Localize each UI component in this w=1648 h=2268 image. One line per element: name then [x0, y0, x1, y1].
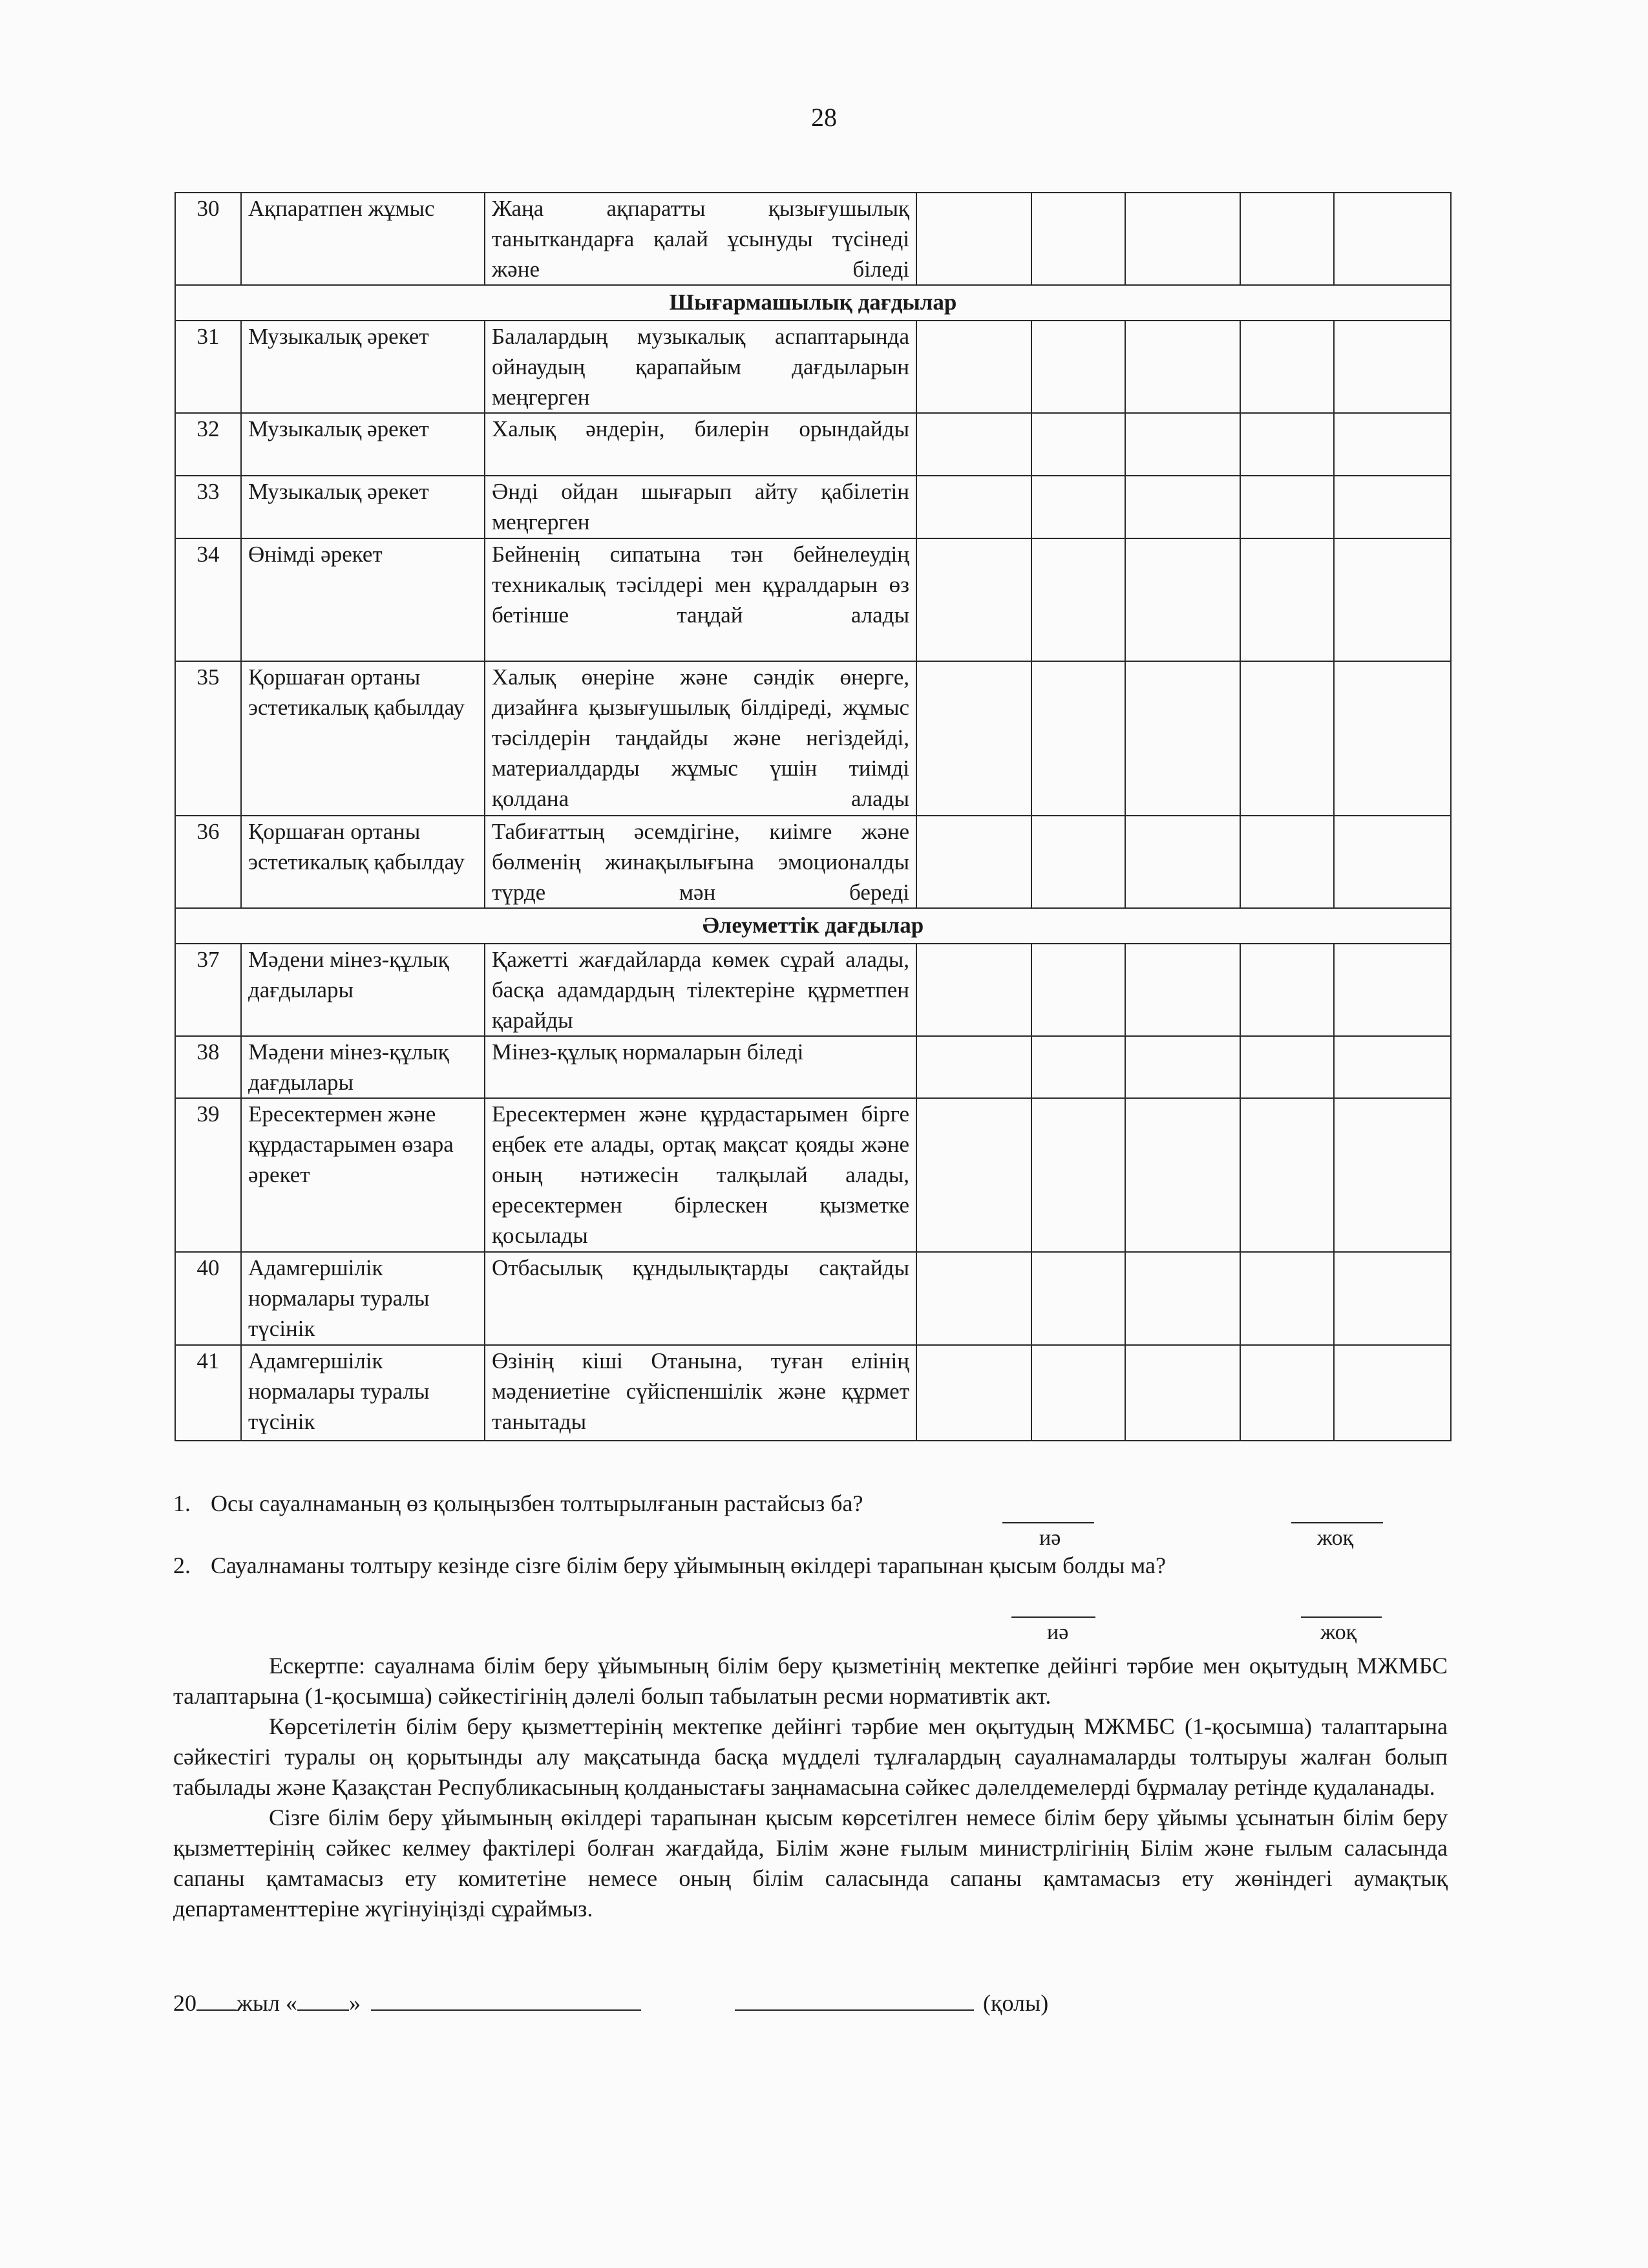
section-header-row — [175, 908, 1451, 944]
table-row — [175, 413, 1451, 476]
year-suffix: жыл « — [237, 1990, 298, 2016]
rating-cell[interactable] — [1240, 1345, 1334, 1441]
row-number: 41 — [175, 1345, 241, 1441]
rating-cell[interactable] — [1334, 193, 1451, 285]
rating-cell[interactable] — [1240, 944, 1334, 1036]
rating-cell[interactable] — [1031, 321, 1125, 413]
rating-cell[interactable] — [1240, 193, 1334, 285]
note-paragraph: Ескертпе: сауалнама білім беру ұйымының білім беру қызметінің мектепке дейінгі тәрбие мен оқытудың МЖМБС талаптарына (1-қосымша) сәйкестігінің дәлелі болып табылатын ресми нормативтік акт. — [173, 1653, 1448, 1709]
day-blank[interactable] — [297, 1990, 349, 2011]
rating-cell[interactable] — [1334, 321, 1451, 413]
skill-description: Табиғаттың әсемдігіне, киімге және бөлменің жинақылығына эмоционалды түрде мән береді — [485, 816, 916, 908]
rating-cell[interactable] — [916, 476, 1031, 538]
rating-cell[interactable] — [1240, 321, 1334, 413]
skill-description: Ересектермен және құрдастарымен бірге еңбек ете алады, ортақ мақсат қояды және оның нәтижесін талқылай алады, ересектермен бірлескен қызметке қосылады — [485, 1098, 916, 1252]
answer-no-label: жоқ — [1320, 1620, 1357, 1644]
rating-cell[interactable] — [1240, 476, 1334, 538]
skill-area: Мәдени мінез-құлық дағдылары — [241, 944, 485, 1036]
section-title: Әлеуметтік дағдылар — [175, 908, 1451, 944]
rating-cell[interactable] — [1334, 1252, 1451, 1345]
rating-cell[interactable] — [1125, 413, 1240, 476]
rating-cell[interactable] — [1334, 944, 1451, 1036]
row-number: 31 — [175, 321, 241, 413]
rating-cell[interactable] — [1125, 1345, 1240, 1441]
rating-cell[interactable] — [1031, 413, 1125, 476]
row-number: 30 — [175, 193, 241, 285]
rating-cell[interactable] — [1125, 193, 1240, 285]
skill-area: Ақпаратпен жұмыс — [241, 193, 485, 285]
skill-description: Өзінің кіші Отанына, туған елінің мәдениетіне сүйіспеншілік және құрмет танытады — [485, 1345, 916, 1441]
row-number: 37 — [175, 944, 241, 1036]
rating-cell[interactable] — [916, 538, 1031, 661]
skill-description: Халық өнеріне және сәндік өнерге, дизайнға қызығушылық білдіреді, жұмыс тәсілдерін таңдайды және негіздейді, материалдарды жұмыс үшін тиімді қолдана алады — [485, 661, 916, 816]
answer-yes-label: иә — [1047, 1620, 1069, 1644]
rating-cell[interactable] — [1125, 1098, 1240, 1252]
rating-cell[interactable] — [916, 1036, 1031, 1098]
signature-label: (қолы) — [983, 1990, 1049, 2016]
rating-cell[interactable] — [1125, 476, 1240, 538]
rating-cell[interactable] — [1031, 476, 1125, 538]
rating-cell[interactable] — [1125, 816, 1240, 908]
rating-cell[interactable] — [1240, 413, 1334, 476]
skill-description: Балалардың музыкалық аспаптарында ойнаудың қарапайым дағдыларын меңгерген — [485, 321, 916, 413]
rating-cell[interactable] — [916, 413, 1031, 476]
signature-blank[interactable] — [735, 1990, 974, 2011]
rating-cell[interactable] — [916, 944, 1031, 1036]
rating-cell[interactable] — [1334, 538, 1451, 661]
skill-area: Өнімді әрекет — [241, 538, 485, 661]
notes-block — [173, 1651, 1448, 1924]
page-number: 28 — [811, 103, 837, 132]
table-row — [175, 1252, 1451, 1345]
skill-area: Қоршаған ортаны эстетикалық қабылдау — [241, 661, 485, 816]
row-number: 33 — [175, 476, 241, 538]
rating-cell[interactable] — [1125, 944, 1240, 1036]
month-blank[interactable] — [371, 1990, 641, 2011]
row-number: 36 — [175, 816, 241, 908]
rating-cell[interactable] — [1125, 321, 1240, 413]
rating-cell[interactable] — [1031, 193, 1125, 285]
quote-close: » — [349, 1990, 361, 2016]
table-row — [175, 661, 1451, 816]
row-number: 32 — [175, 413, 241, 476]
table-row — [175, 193, 1451, 285]
row-number: 35 — [175, 661, 241, 816]
rating-cell[interactable] — [1334, 476, 1451, 538]
question-number: 1. — [173, 1490, 191, 1516]
skill-description: Халық әндерін, билерін орындайды — [485, 413, 916, 476]
note-paragraph: Көрсетілетін білім беру қызметтерінің мектепке дейінгі тәрбие мен оқытудың МЖМБС (1-қосымша) талаптарына сәйкестігі туралы оң қорытынды алу мақсатында басқа мүдделі тұлғалардың сауалнамаларды толтыруы жалған болып табылады және Қазақстан Республикасының қолданыстағы заңнамасына сәйкес дәлелдемелерді бұрмалау ретінде қудаланады. — [173, 1713, 1448, 1800]
question-2 — [173, 1552, 1166, 1579]
rating-cell[interactable] — [1334, 1345, 1451, 1441]
table-row — [175, 1098, 1451, 1252]
skill-description: Әнді ойдан шығарып айту қабілетін меңгерген — [485, 476, 916, 538]
table-row — [175, 321, 1451, 413]
table-row — [175, 538, 1451, 661]
rating-cell[interactable] — [1125, 661, 1240, 816]
rating-cell[interactable] — [1125, 1036, 1240, 1098]
rating-cell[interactable] — [1031, 661, 1125, 816]
answer-yes-blank[interactable] — [1011, 1616, 1095, 1618]
skill-area: Музыкалық әрекет — [241, 413, 485, 476]
rating-cell[interactable] — [1240, 816, 1334, 908]
rating-cell[interactable] — [1031, 944, 1125, 1036]
section-title: Шығармашылық дағдылар — [175, 285, 1451, 321]
year-blank[interactable] — [196, 1990, 237, 2011]
rating-cell[interactable] — [916, 1098, 1031, 1252]
rating-cell[interactable] — [1031, 1252, 1125, 1345]
rating-cell[interactable] — [916, 1252, 1031, 1345]
rating-cell[interactable] — [1031, 816, 1125, 908]
skill-area: Музыкалық әрекет — [241, 321, 485, 413]
rating-cell[interactable] — [1334, 1036, 1451, 1098]
skill-description: Отбасылық құндылықтарды сақтайды — [485, 1252, 916, 1345]
row-number: 38 — [175, 1036, 241, 1098]
skill-area: Адамгершілік нормалары туралы түсінік — [241, 1345, 485, 1441]
date-signature-line — [173, 1989, 1048, 2017]
skill-description: Бейненің сипатына тән бейнелеудің техникалық тәсілдері мен құралдарын өз бетінше таңдай алады — [485, 538, 916, 661]
row-number: 39 — [175, 1098, 241, 1252]
skill-description: Жаңа ақпаратты қызығушылық таныткандарға қалай ұсынуды түсінеді және біледі — [485, 193, 916, 285]
rating-cell[interactable] — [1125, 1252, 1240, 1345]
answer-yes-label: иә — [1039, 1526, 1061, 1550]
answer-no-blank[interactable] — [1301, 1616, 1382, 1618]
rating-cell[interactable] — [1125, 538, 1240, 661]
section-header-row — [175, 285, 1451, 321]
rating-cell[interactable] — [916, 193, 1031, 285]
rating-cell[interactable] — [1334, 413, 1451, 476]
year-prefix: 20 — [173, 1990, 196, 2016]
skill-description: Қажетті жағдайларда көмек сұрай алады, басқа адамдардың тілектеріне құрметпен қарайды — [485, 944, 916, 1036]
rating-cell[interactable] — [916, 816, 1031, 908]
rating-cell[interactable] — [1240, 1098, 1334, 1252]
table-row — [175, 944, 1451, 1036]
rating-cell[interactable] — [916, 661, 1031, 816]
table-row — [175, 816, 1451, 908]
row-number: 34 — [175, 538, 241, 661]
skill-area: Мәдени мінез-құлық дағдылары — [241, 1036, 485, 1098]
rating-cell[interactable] — [1240, 1036, 1334, 1098]
question-1 — [173, 1490, 863, 1517]
question-number: 2. — [173, 1553, 191, 1578]
answer-no-blank[interactable] — [1291, 1522, 1383, 1523]
answer-yes-blank[interactable] — [1002, 1522, 1094, 1523]
skill-description: Мінез-құлық нормаларын біледі — [485, 1036, 916, 1098]
rating-cell[interactable] — [1031, 538, 1125, 661]
table-row — [175, 1345, 1451, 1441]
rating-cell[interactable] — [1031, 1036, 1125, 1098]
question-text: Сауалнаманы толтыру кезінде сізге білім беру ұйымының өкілдері тарапынан қысым болды ма? — [211, 1553, 1166, 1578]
rating-cell[interactable] — [1240, 538, 1334, 661]
table-row — [175, 476, 1451, 538]
rating-cell[interactable] — [1240, 1252, 1334, 1345]
skill-area: Адамгершілік нормалары туралы түсінік — [241, 1252, 485, 1345]
question-text: Осы сауалнаманың өз қолыңызбен толтырылғанын растайсыз ба? — [211, 1490, 863, 1516]
rating-cell[interactable] — [1240, 661, 1334, 816]
rating-cell[interactable] — [1334, 816, 1451, 908]
skill-area: Қоршаған ортаны эстетикалық қабылдау — [241, 816, 485, 908]
rating-cell[interactable] — [1031, 1345, 1125, 1441]
skill-area: Ересектермен және құрдастарымен өзара әрекет — [241, 1098, 485, 1252]
table-row — [175, 1036, 1451, 1098]
evaluation-table — [174, 192, 1452, 1441]
row-number: 40 — [175, 1252, 241, 1345]
rating-cell[interactable] — [1334, 1098, 1451, 1252]
rating-cell[interactable] — [1334, 661, 1451, 816]
skill-area: Музыкалық әрекет — [241, 476, 485, 538]
answer-no-label: жоқ — [1317, 1526, 1354, 1550]
rating-cell[interactable] — [916, 1345, 1031, 1441]
rating-cell[interactable] — [1031, 1098, 1125, 1252]
note-paragraph: Сізге білім беру ұйымының өкілдері тарапынан қысым көрсетілген немесе білім беру ұйымы ұсынатын білім беру қызметтерінің сәйкес келмеу фактілері болған жағдайда, Білім және ғылым министрлігінің Білім және ғылым саласында сапаны қамтамасыз ету комитетіне немесе оның білім саласында сапаны қамтамасыз ету жөніндегі аумақтық департаменттеріне жүгінуіңізді сұраймыз. — [173, 1805, 1448, 1922]
rating-cell[interactable] — [916, 321, 1031, 413]
